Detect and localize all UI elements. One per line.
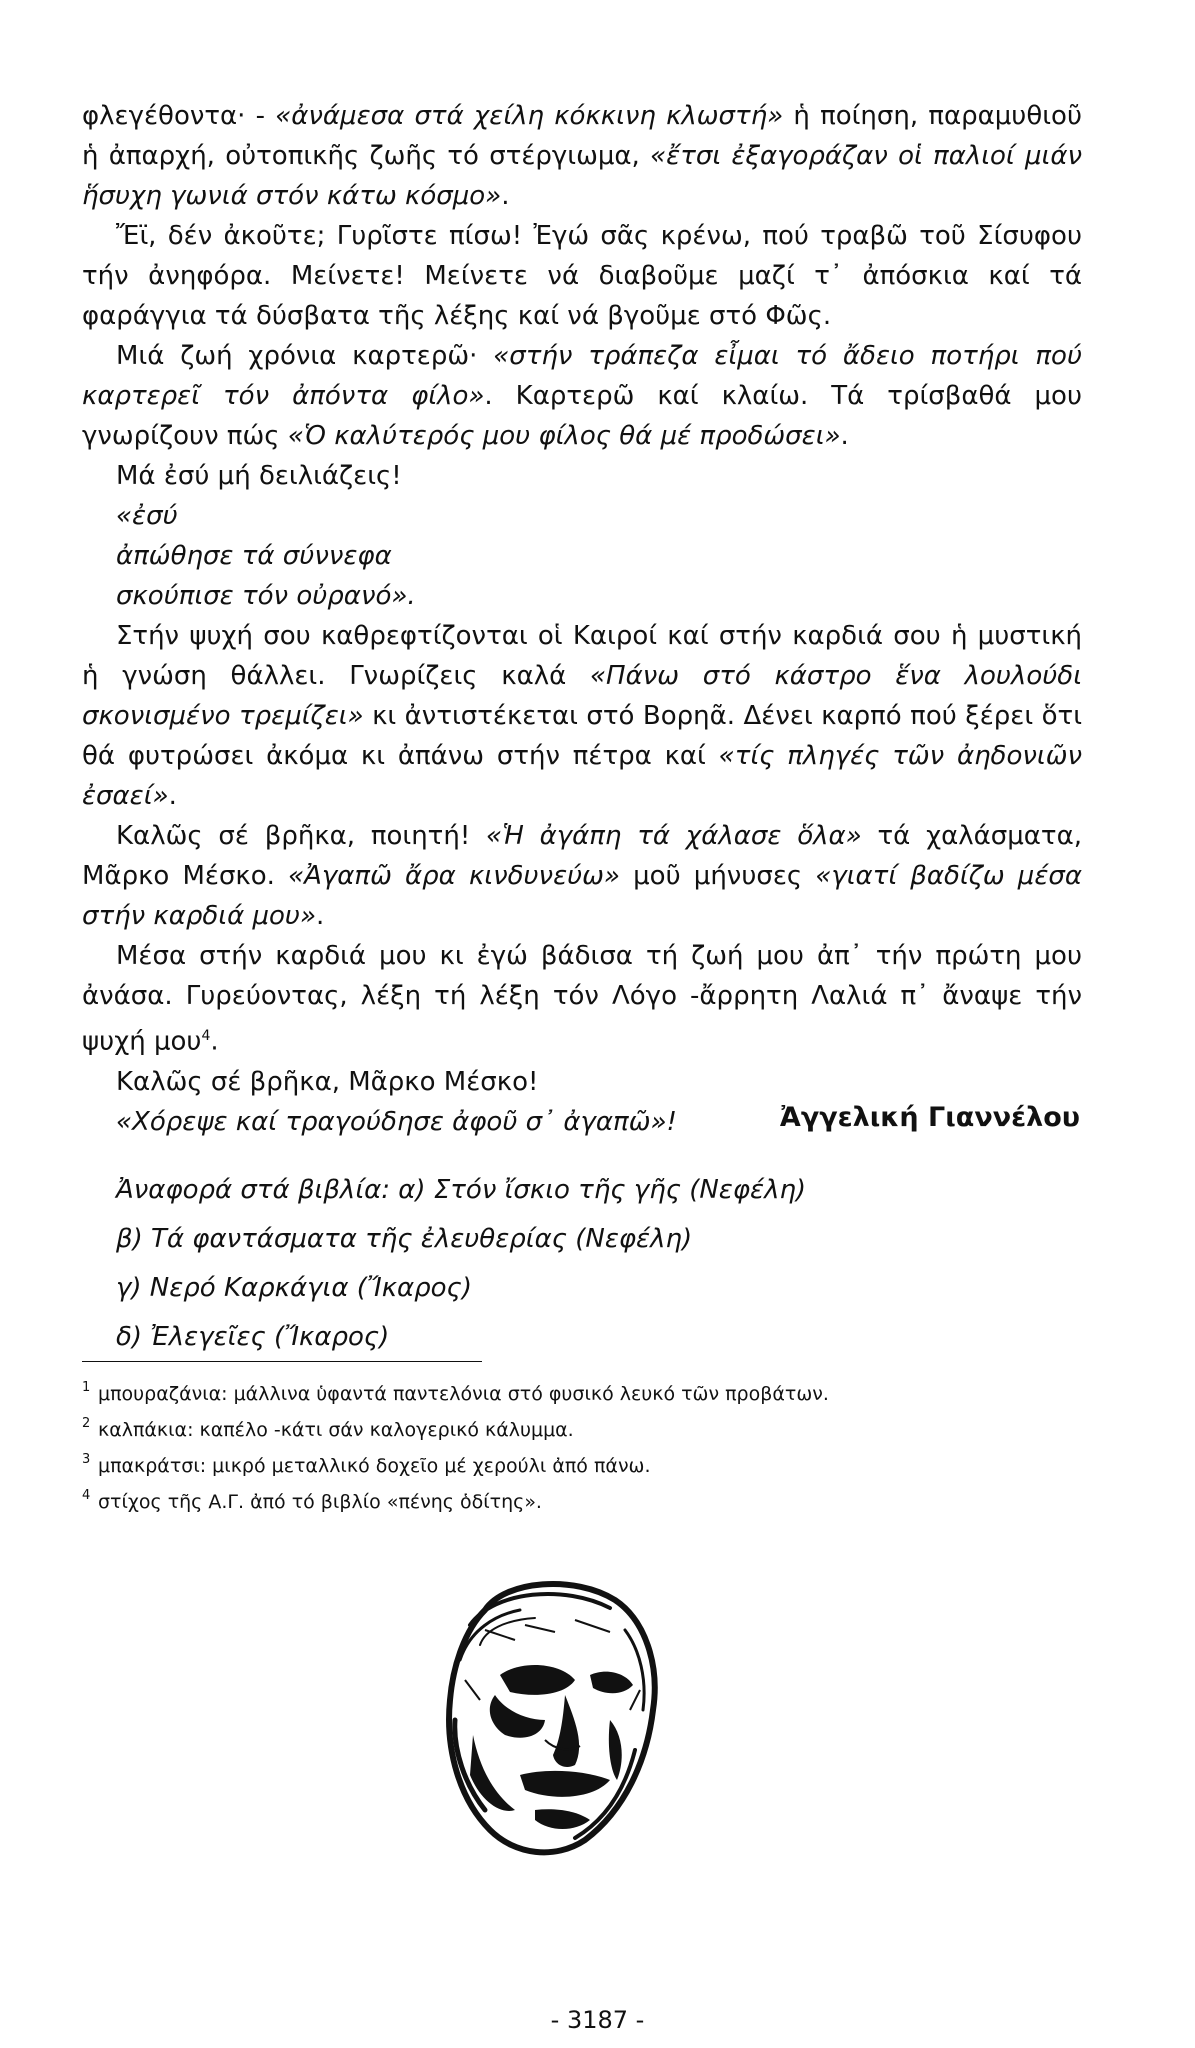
poem-line [82,536,1082,576]
footnote-text: στίχος τῆς Α.Γ. ἀπό τό βιβλίο «πένης ὁδίτης». [98,1491,542,1513]
footnote-number: 4 [82,1488,91,1503]
text-run: Μιά ζωή χρόνια καρτερῶ· [116,341,494,371]
text-run: τά χαλάσματα, Μᾶρκο Μέσκο. [82,821,1082,891]
text-run: Στήν ψυχή σου καθρεφτίζονται οἱ Καιροί καί στήν καρδιά σου ἡ μυστική ἡ γνώση θάλλει. Γνωρίζεις καλά [82,621,1082,691]
text-run: . [840,421,849,451]
text-run: ἡ ποίηση, παραμυθιοῦ ἡ ἀπαρχή, οὐτοπικῆς ζωῆς τό στέργιωμα, [82,101,1083,171]
quote: «Ἡ ἀγάπη τά χάλασε ὅλα» [486,821,862,851]
quote: «Ἀγαπῶ ἄρα κινδυνεύω» [288,861,620,891]
text-run: Καλῶς σέ βρῆκα, ποιητή! [116,821,487,851]
poem-text: ἀπώθησε τά σύννεφα [116,541,392,571]
portrait-sketch-illustration [425,1570,670,1860]
footnote-number: 2 [82,1416,91,1431]
paragraph-3 [82,336,1082,456]
reference-line: γ) Νερό Καρκάγια (Ἴκαρος) [116,1273,472,1303]
poem-text: σκούπισε τόν οὐρανό». [116,581,416,611]
text-run: . [316,901,325,931]
poem-text: «ἐσύ [116,501,178,531]
text-run: Καλῶς σέ βρῆκα, Μᾶρκο Μέσκο! [116,1066,539,1097]
paragraph-6 [82,816,1082,936]
quote: «ἔτσι ἐξαγοράζαν οἱ παλιοί μιάν ἥσυχη γωνιά στόν κάτω κόσμο» [82,141,1082,211]
text-run: μοῦ μήνυσες [619,861,816,891]
footnote [82,1412,829,1448]
quote: «Χόρεψε καί τραγούδησε ἀφοῦ σ᾽ ἀγαπῶ»! [116,1106,677,1137]
footnote-ref: 4 [201,1028,211,1044]
text-run: Μά ἐσύ μή δειλιάζεις! [116,461,402,491]
quote: «ἀνάμεσα στά χείλη κόκκινη κλωστή» [275,101,784,131]
footnote-text: μπακράτσι: μικρό μεταλλικό δοχεῖο μέ χερούλι ἀπό πάνω. [98,1455,651,1477]
quote: «στήν τράπεζα εἶμαι τό ἄδειο ποτήρι πού καρτερεῖ τόν ἀπόντα φίλο» [82,341,1082,411]
reference-line: Ἀναφορά στά βιβλία: α) Στόν ἴσκιο τῆς γῆς (Νεφέλη) [116,1175,807,1205]
paragraph-1 [82,96,1082,216]
text-run: . [168,781,177,811]
text-run: Ἔϊ, δέν ἀκοῦτε; Γυρῖστε πίσω! Ἐγώ σᾶς κρένω, πού τραβῶ τοῦ Σίσυφου τήν ἀνηφόρα. Μείνετε! Μείνετε νά διαβοῦμε μαζί τ᾽ ἀπόσκια καί τά φαράγγια τά δύσβατα τῆς λέξης καί νά βγοῦμε στό Φῶς. [82,221,1082,331]
reference-line: δ) Ἐλεγεῖες (Ἴκαρος) [116,1322,390,1352]
quote: «γιατί βαδίζω μέσα στήν καρδιά μου» [82,861,1082,931]
text-run: . Καρτερῶ καί κλαίω. Τά τρίσβαθά μου γνωρίζουν πώς [82,381,1082,451]
text-run: . [210,1026,219,1057]
footnote [82,1376,829,1412]
author-signature: Ἀγγελική Γιαννέλου [779,1102,1080,1133]
quote: «τίς πληγές τῶν ἀηδονιῶν ἐσαεί» [82,741,1082,811]
reference-line: β) Τά φαντάσματα τῆς ἐλευθερίας (Νεφέλη) [116,1224,693,1254]
footnote [82,1484,829,1520]
footnote-number: 1 [82,1380,91,1395]
footnote-divider [82,1361,482,1362]
footnotes [82,1376,829,1520]
main-text [82,96,1082,1142]
footnote-text: μπουραζάνια: μάλλινα ὑφαντά παντελόνια στό φυσικό λευκό τῶν προβάτων. [98,1383,829,1405]
page-number: - 3187 - [550,2006,645,2034]
paragraph-2 [82,216,1082,336]
text-run: κι ἀντιστέκεται στό Βορηᾶ. Δένει καρπό πού ξέρει ὅτι θά φυτρώσει ἀκόμα κι ἀπάνω στήν πέτρα καί [82,701,1082,771]
text-run: . [501,181,510,211]
text-run: φλεγέθοντα· - [82,101,276,131]
book-references [116,1170,806,1366]
paragraph-7 [82,936,1082,1062]
paragraph-8 [82,1062,1082,1102]
footnote-text: καλπάκια: καπέλο -κάτι σάν καλογερικό κάλυμμα. [98,1419,574,1441]
paragraph-5 [82,616,1082,816]
footnote [82,1448,829,1484]
footnote-number: 3 [82,1452,91,1467]
paragraph-4 [82,456,1082,496]
quote: «Πάνω στό κάστρο ἕνα λουλούδι σκονισμένο τρεμίζει» [82,661,1083,731]
quote: «Ὁ καλύτερός μου φίλος θά μέ προδώσει» [287,421,841,451]
poem-line [82,576,1082,616]
text-run: Μέσα στήν καρδιά μου κι ἐγώ βάδισα τή ζωή μου ἀπ᾽ τήν πρώτη μου ἀνάσα. Γυρεύοντας, λέξη τή λέξη τόν Λόγο -ἄρρητη Λαλιά π᾽ ἄναψε τήν ψυχή μου [82,941,1082,1057]
poem-line [82,496,1082,536]
